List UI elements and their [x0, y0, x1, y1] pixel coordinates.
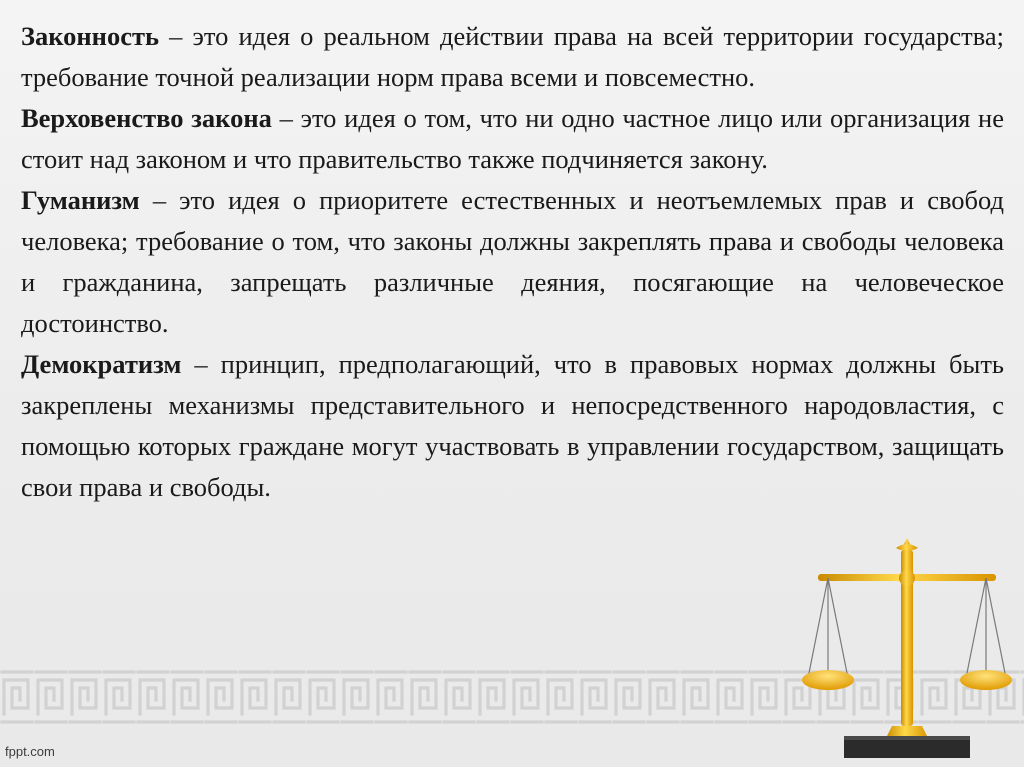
term-rule-of-law: Верховенство закона [21, 103, 272, 133]
definition-humanism: – это идея о приоритете естественных и неотъемлемых прав и свобод человека; требование о том, что законы должны закреплять права и свободы человека и гражданина, запрещать различные деяния, посягающие на человеческое достоинство. [21, 185, 1004, 338]
slide-body-text [21, 16, 1004, 508]
definition-legality: – это идея о реальном действии права на всей территории государства; требование точной реализации норм права всеми и повсеместно. [21, 21, 1004, 92]
definition-rule-of-law: – это идея о том, что ни одно частное лицо или организация не стоит над законом и что правительство также подчиняется закону. [21, 103, 1005, 174]
paragraph-humanism [21, 180, 1004, 344]
definition-democratism: – принцип, предполагающий, что в правовых нормах должны быть закреплены механизмы представительного и непосредственного народовластия, с помощью которых граждане могут участвовать в управлении государством, защищать свои права и свободы. [21, 349, 1004, 502]
term-legality: Законность [21, 21, 159, 51]
paragraph-democratism [21, 344, 1004, 508]
term-democratism: Демократизм [21, 349, 182, 379]
paragraph-legality [21, 16, 1004, 98]
scales-of-justice-icon [800, 536, 1015, 758]
watermark-text: fppt.com [5, 744, 55, 759]
term-humanism: Гуманизм [21, 185, 140, 215]
paragraph-rule-of-law [21, 98, 1004, 180]
